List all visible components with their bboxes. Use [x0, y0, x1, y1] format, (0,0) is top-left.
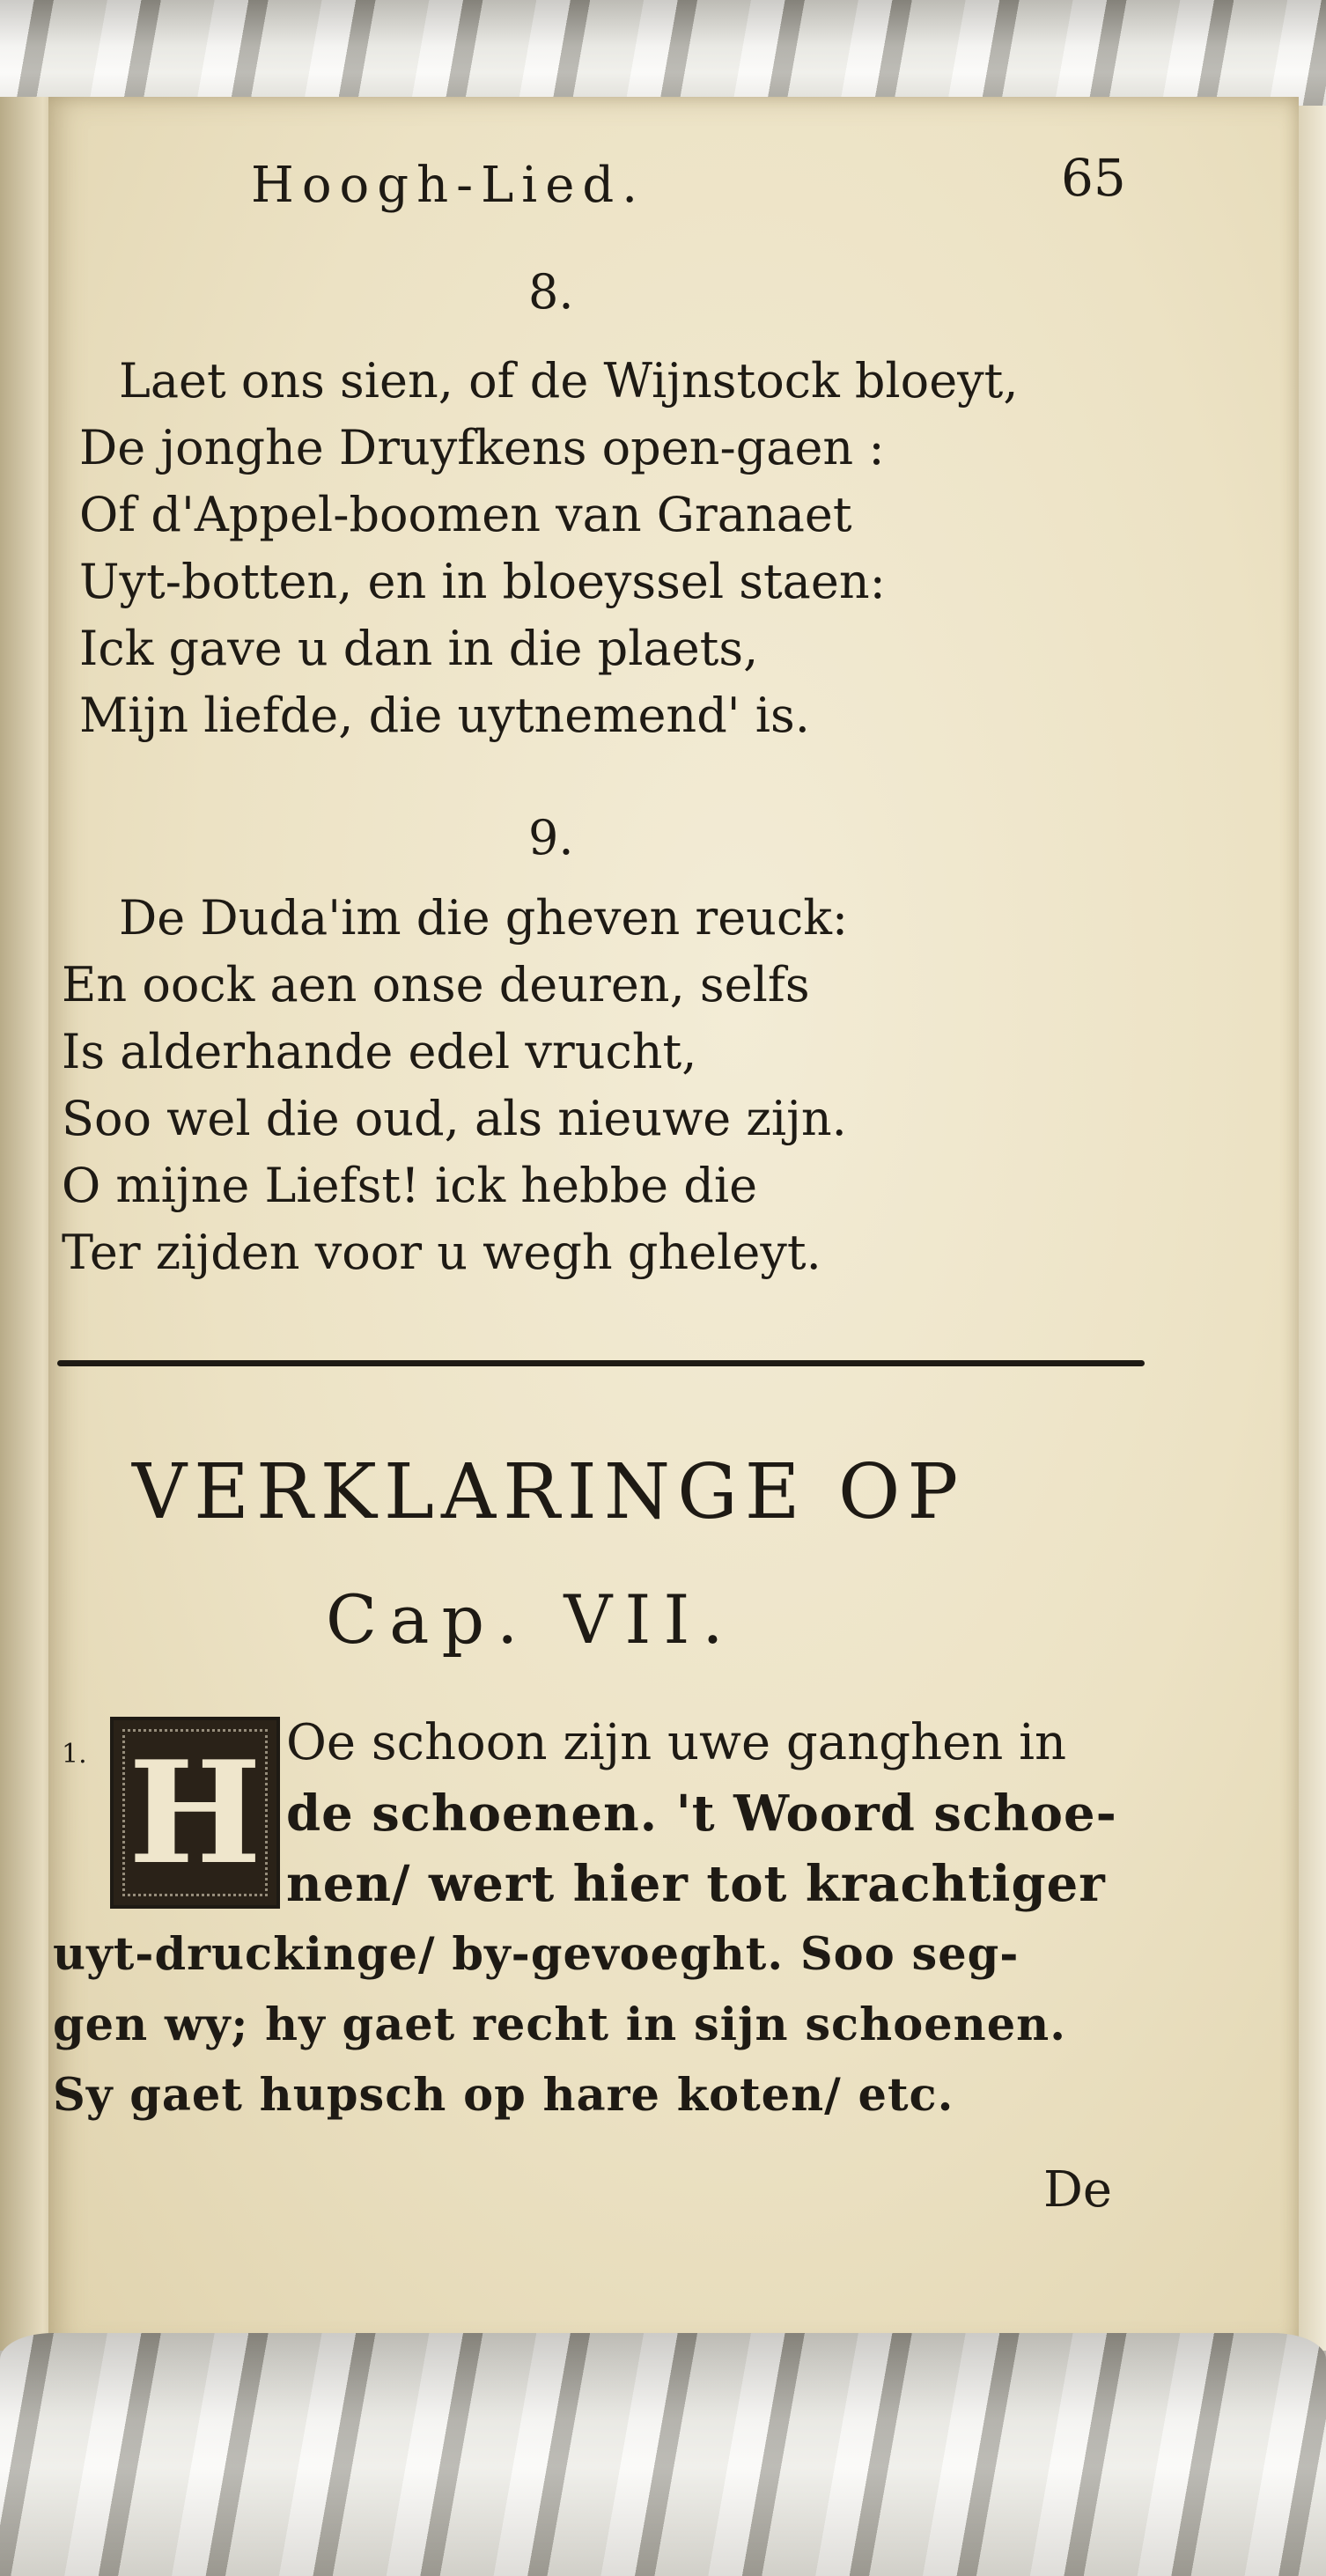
running-header: Hoogh-Lied.	[251, 157, 645, 214]
verse-line: Of d'Appel-boomen van Granaet	[79, 487, 852, 542]
chapter-heading: Cap. VII.	[326, 1580, 736, 1659]
commentary-line: Oe schoon zijn uwe ganghen in	[286, 1714, 1067, 1771]
commentary-line: Sy gaet hupsch op hare koten/ etc.	[53, 2069, 954, 2122]
verse-line: Laet ons sien, of de Wijnstock bloeyt,	[119, 353, 1019, 408]
commentary-line: gen wy; hy gaet recht in sijn schoenen.	[53, 1998, 1067, 2051]
note-number: 1.	[62, 1739, 87, 1770]
commentary-line: uyt-druckinge/ by-gevoeght. Soo seg-	[53, 1928, 1020, 1981]
stanza-9	[62, 885, 1189, 1286]
page-number: 65	[1061, 148, 1126, 208]
commentary-line: nen/ wert hier tot krachtiger	[286, 1855, 1106, 1913]
verse-line: De jonghe Druyfkens open-gaen :	[79, 420, 885, 475]
verse-line: Ter zijden voor u wegh gheleyt.	[62, 1225, 821, 1280]
verse-line: Uyt-botten, en in bloeyssel staen:	[79, 554, 886, 609]
verse-line: O mijne Liefst! ick hebbe die	[62, 1158, 758, 1213]
page-fore-edge	[1294, 106, 1326, 2351]
stanza-number-9: 9.	[528, 810, 574, 865]
verse-line: Ick gave u dan in die plaets,	[79, 621, 759, 676]
stanza-8	[62, 348, 1189, 749]
verse-line: En oock aen onse deuren, selfs	[62, 957, 810, 1012]
commentary-line: de schoenen. 't Woord schoe-	[286, 1785, 1117, 1843]
catchword: De	[1043, 2161, 1113, 2219]
stanza-number-8: 8.	[528, 264, 574, 320]
section-divider	[57, 1360, 1145, 1366]
ornamental-drop-cap: H	[110, 1717, 280, 1909]
verse-line: Mijn liefde, die uytnemend' is.	[79, 688, 810, 743]
verse-line: De Duda'im die gheven reuck:	[119, 890, 849, 946]
commentary-heading: VERKLARINGE OP	[132, 1448, 966, 1536]
verse-line: Is alderhande edel vrucht,	[62, 1024, 697, 1079]
verse-line: Soo wel die oud, als nieuwe zijn.	[62, 1091, 847, 1146]
binding-cord-bottom	[0, 2333, 1326, 2576]
